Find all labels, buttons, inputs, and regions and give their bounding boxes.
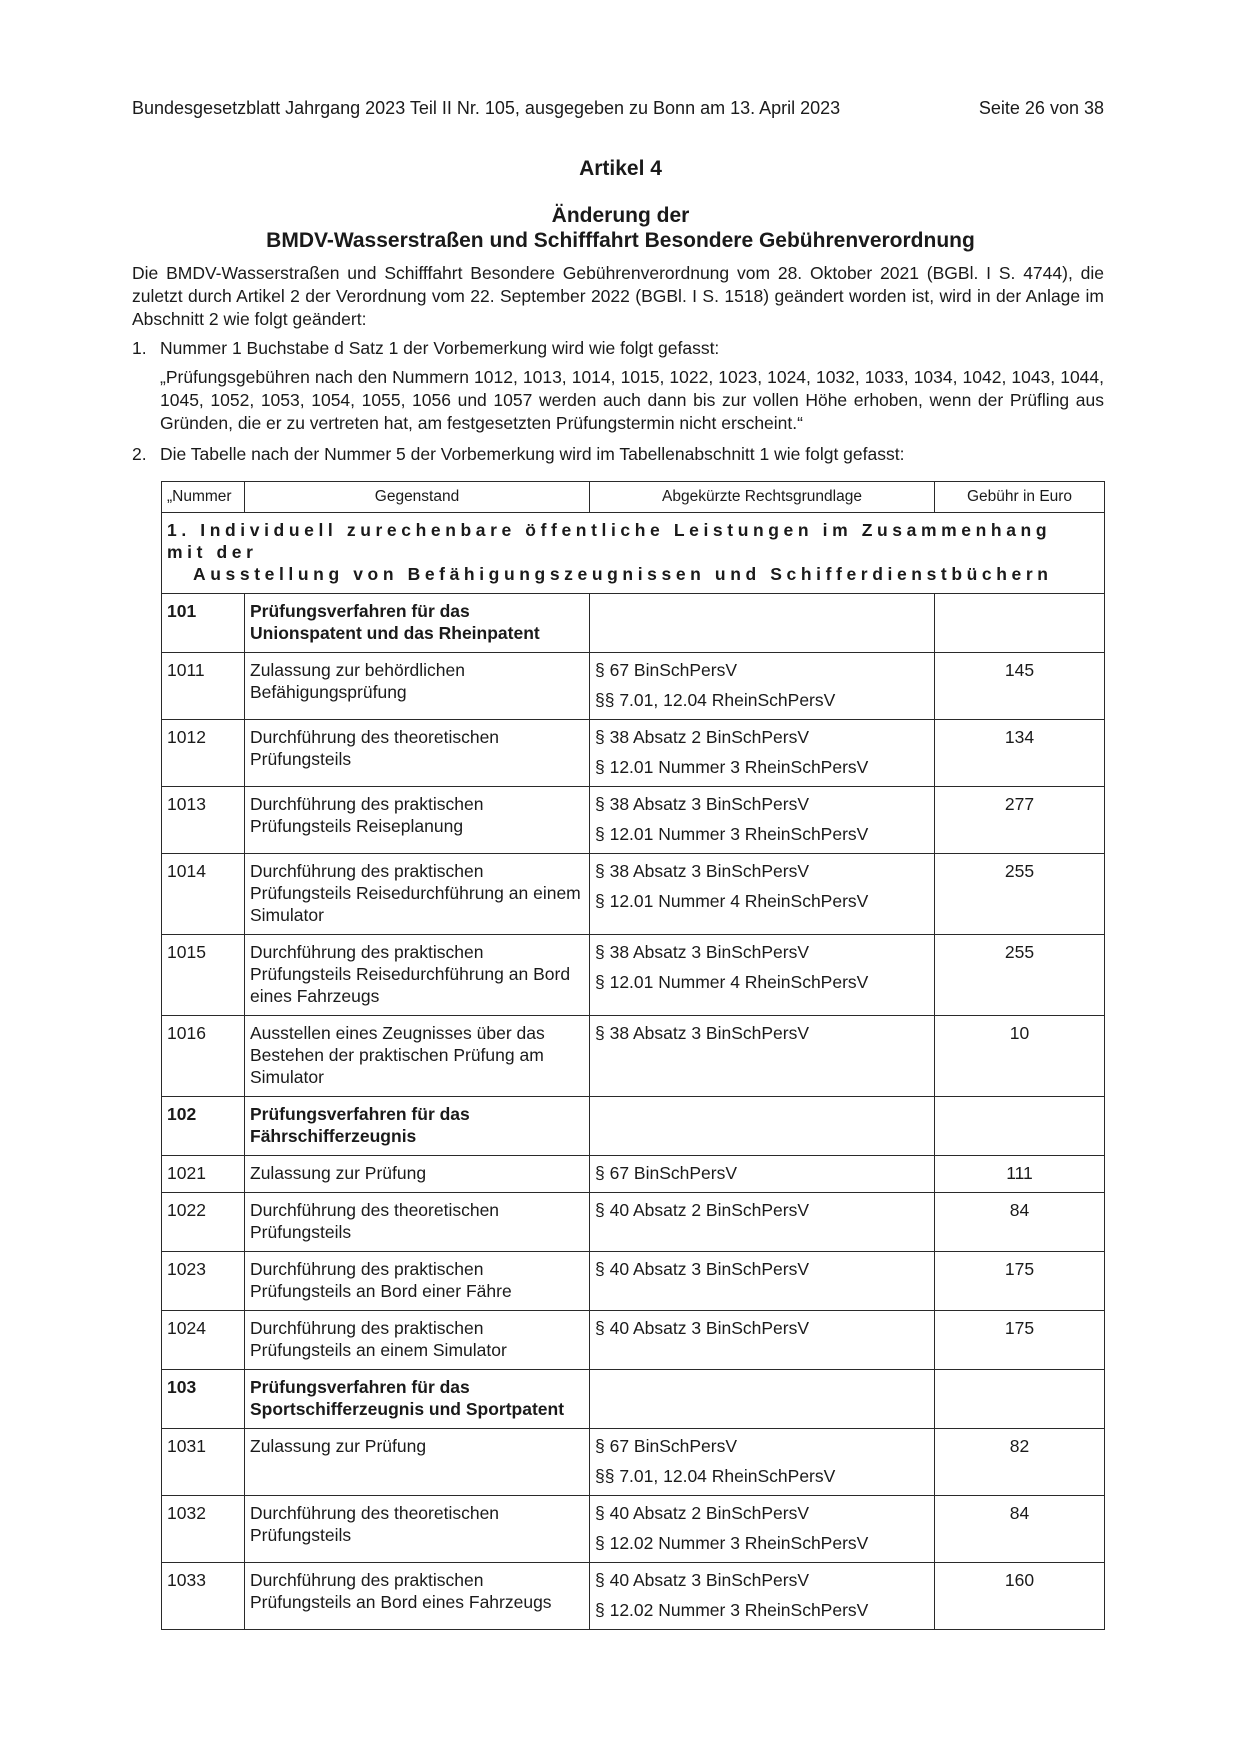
section-heading-line-1: 1. Individuell zurechenbare öffentliche Leistungen im Zusammenhang mit der [167, 520, 1052, 562]
cell-gegenstand: Zulassung zur Prüfung [245, 1429, 590, 1496]
rechtsgrundlage-line: § 12.02 Nummer 3 RheinSchPersV [595, 1600, 869, 1620]
table-group-row [162, 594, 1105, 653]
cell-nummer: 1014 [162, 854, 245, 935]
section-heading-line-2: Ausstellung von Befähigungszeugnissen und Schifferdienstbüchern [193, 564, 1053, 584]
table-row [162, 1016, 1105, 1097]
list-item-text: Nummer 1 Buchstabe d Satz 1 der Vorbemerkung wird wie folgt gefasst: [160, 338, 720, 358]
intro-paragraph: Die BMDV-Wasserstraßen und Schifffahrt Besondere Gebührenverordnung vom 28. Oktober 2021 (BGBl. I S. 4744), die zuletzt durch Artikel 2 der Verordnung vom 22. September 2022 (BGBl. I S. 1518) geändert worden ist, wird in der Anlage im Abschnitt 2 wie folgt geändert: [132, 263, 1104, 329]
table-row [162, 653, 1105, 720]
rechtsgrundlage-line: § 67 BinSchPersV [595, 1163, 738, 1183]
cell-gegenstand: Durchführung des theoretischen Prüfungsteils [245, 1496, 590, 1563]
cell-gebuehr: 175 [935, 1252, 1105, 1311]
table-row [162, 854, 1105, 935]
column-header-rechtsgrundlage: Abgekürzte Rechtsgrundlage [590, 482, 935, 513]
cell-gegenstand: Durchführung des praktischen Prüfungsteils Reiseplanung [245, 787, 590, 854]
cell-rechtsgrundlage [590, 1156, 935, 1193]
cell-rechtsgrundlage [590, 653, 935, 720]
rechtsgrundlage-line: § 38 Absatz 3 BinSchPersV [595, 942, 810, 962]
cell-nummer: 1013 [162, 787, 245, 854]
cell-gebuehr: 84 [935, 1193, 1105, 1252]
cell-gegenstand: Durchführung des praktischen Prüfungsteils an Bord einer Fähre [245, 1252, 590, 1311]
cell-rechtsgrundlage [590, 1016, 935, 1097]
section-heading [162, 513, 1105, 594]
rechtsgrundlage-line: § 12.01 Nummer 3 RheinSchPersV [595, 757, 869, 777]
cell-gebuehr: 160 [935, 1563, 1105, 1630]
table-row [162, 1311, 1105, 1370]
cell-rechtsgrundlage [590, 787, 935, 854]
cell-gebuehr: 82 [935, 1429, 1105, 1496]
cell-gebuehr: 145 [935, 653, 1105, 720]
cell-gegenstand: Prüfungsverfahren für das Unionspatent und das Rheinpatent [245, 594, 590, 653]
section-row [162, 513, 1105, 594]
rechtsgrundlage-line: § 40 Absatz 2 BinSchPersV [595, 1200, 810, 1220]
cell-rechtsgrundlage [590, 594, 935, 653]
cell-rechtsgrundlage [590, 854, 935, 935]
amendment-title-line-2: BMDV-Wasserstraßen und Schifffahrt Besondere Gebührenverordnung [266, 229, 975, 252]
cell-rechtsgrundlage [590, 1097, 935, 1156]
rechtsgrundlage-line: § 40 Absatz 3 BinSchPersV [595, 1570, 810, 1590]
column-header-gebuehr: Gebühr in Euro [935, 482, 1105, 513]
cell-nummer: 103 [162, 1370, 245, 1429]
cell-rechtsgrundlage [590, 1429, 935, 1496]
rechtsgrundlage-line: § 40 Absatz 3 BinSchPersV [595, 1318, 810, 1338]
list-item-2 [132, 444, 1104, 465]
table-row [162, 935, 1105, 1016]
cell-nummer: 1024 [162, 1311, 245, 1370]
table-group-row [162, 1370, 1105, 1429]
table-row [162, 1429, 1105, 1496]
table-row [162, 1496, 1105, 1563]
table-row [162, 787, 1105, 854]
cell-nummer: 1033 [162, 1563, 245, 1630]
cell-gebuehr: 134 [935, 720, 1105, 787]
page-number: Seite 26 von 38 [978, 98, 1104, 118]
cell-gebuehr: 84 [935, 1496, 1105, 1563]
cell-nummer: 1023 [162, 1252, 245, 1311]
cell-nummer: 102 [162, 1097, 245, 1156]
rechtsgrundlage-line: §§ 7.01, 12.04 RheinSchPersV [595, 690, 836, 710]
list-item-number: 2. [132, 444, 147, 464]
cell-gegenstand: Durchführung des theoretischen Prüfungsteils [245, 1193, 590, 1252]
cell-nummer: 1022 [162, 1193, 245, 1252]
cell-gebuehr: 10 [935, 1016, 1105, 1097]
cell-gegenstand: Durchführung des theoretischen Prüfungsteils [245, 720, 590, 787]
cell-gegenstand: Prüfungsverfahren für das Sportschifferzeugnis und Sportpatent [245, 1370, 590, 1429]
rechtsgrundlage-line: § 38 Absatz 3 BinSchPersV [595, 861, 810, 881]
rechtsgrundlage-line: §§ 7.01, 12.04 RheinSchPersV [595, 1466, 836, 1486]
cell-rechtsgrundlage [590, 1193, 935, 1252]
cell-rechtsgrundlage [590, 1496, 935, 1563]
cell-nummer: 1032 [162, 1496, 245, 1563]
list-item-1 [132, 338, 1104, 359]
table-row [162, 1563, 1105, 1630]
rechtsgrundlage-line: § 40 Absatz 3 BinSchPersV [595, 1259, 810, 1279]
rechtsgrundlage-line: § 12.02 Nummer 3 RheinSchPersV [595, 1533, 869, 1553]
table-group-row [162, 1097, 1105, 1156]
cell-gebuehr [935, 1097, 1105, 1156]
amendment-title [0, 203, 1241, 253]
cell-gegenstand: Durchführung des praktischen Prüfungsteils Reisedurchführung an Bord eines Fahrzeugs [245, 935, 590, 1016]
cell-gebuehr: 175 [935, 1311, 1105, 1370]
cell-nummer: 1011 [162, 653, 245, 720]
cell-gebuehr [935, 1370, 1105, 1429]
list-item-number: 1. [132, 338, 147, 358]
list-item-text: Die Tabelle nach der Nummer 5 der Vorbemerkung wird im Tabellenabschnitt 1 wie folgt gefasst: [160, 444, 905, 464]
cell-gegenstand: Zulassung zur behördlichen Befähigungsprüfung [245, 653, 590, 720]
column-header-nummer: „Nummer [162, 482, 245, 513]
cell-gebuehr: 255 [935, 854, 1105, 935]
rechtsgrundlage-line: § 67 BinSchPersV [595, 1436, 738, 1456]
cell-gegenstand: Ausstellen eines Zeugnisses über das Bestehen der praktischen Prüfung am Simulator [245, 1016, 590, 1097]
table-row [162, 1193, 1105, 1252]
table-header-row [162, 482, 1105, 513]
rechtsgrundlage-line: § 40 Absatz 2 BinSchPersV [595, 1503, 810, 1523]
rechtsgrundlage-line: § 38 Absatz 3 BinSchPersV [595, 794, 810, 814]
table-row [162, 720, 1105, 787]
cell-gegenstand: Durchführung des praktischen Prüfungsteils Reisedurchführung an einem Simulator [245, 854, 590, 935]
cell-nummer: 101 [162, 594, 245, 653]
rechtsgrundlage-line: § 67 BinSchPersV [595, 660, 738, 680]
cell-rechtsgrundlage [590, 1311, 935, 1370]
cell-gebuehr [935, 594, 1105, 653]
rechtsgrundlage-line: § 12.01 Nummer 4 RheinSchPersV [595, 972, 869, 992]
cell-rechtsgrundlage [590, 935, 935, 1016]
article-heading: Artikel 4 [579, 157, 662, 180]
cell-gebuehr: 111 [935, 1156, 1105, 1193]
column-header-gegenstand: Gegenstand [245, 482, 590, 513]
quoted-provision: „Prüfungsgebühren nach den Nummern 1012, 1013, 1014, 1015, 1022, 1023, 1024, 1032, 1033, 1034, 1042, 1043, 1044, 1045, 1052, 1053, 1054, 1055, 1056 und 1057 werden auch dann bis zur vollen Höhe erhoben, wenn der Prüfling aus Gründen, die er zu vertreten hat, am festgesetzten Prüfungstermin nicht erscheint.“ [160, 367, 1104, 433]
rechtsgrundlage-line: § 12.01 Nummer 4 RheinSchPersV [595, 891, 869, 911]
cell-nummer: 1021 [162, 1156, 245, 1193]
rechtsgrundlage-line: § 38 Absatz 2 BinSchPersV [595, 727, 810, 747]
cell-nummer: 1031 [162, 1429, 245, 1496]
cell-rechtsgrundlage [590, 1370, 935, 1429]
cell-nummer: 1012 [162, 720, 245, 787]
gazette-reference: Bundesgesetzblatt Jahrgang 2023 Teil II Nr. 105, ausgegeben zu Bonn am 13. April 2023 [132, 98, 841, 118]
cell-rechtsgrundlage [590, 720, 935, 787]
rechtsgrundlage-line: § 12.01 Nummer 3 RheinSchPersV [595, 824, 869, 844]
cell-rechtsgrundlage [590, 1252, 935, 1311]
cell-gegenstand: Prüfungsverfahren für das Fährschifferzeugnis [245, 1097, 590, 1156]
amendment-title-line-1: Änderung der [551, 204, 690, 227]
cell-rechtsgrundlage [590, 1563, 935, 1630]
rechtsgrundlage-line: § 38 Absatz 3 BinSchPersV [595, 1023, 810, 1043]
cell-nummer: 1015 [162, 935, 245, 1016]
page-header [132, 98, 1104, 119]
cell-gebuehr: 255 [935, 935, 1105, 1016]
cell-gegenstand: Durchführung des praktischen Prüfungsteils an einem Simulator [245, 1311, 590, 1370]
cell-gebuehr: 277 [935, 787, 1105, 854]
cell-gegenstand: Durchführung des praktischen Prüfungsteils an Bord eines Fahrzeugs [245, 1563, 590, 1630]
fee-table [161, 481, 1105, 1630]
table-row [162, 1252, 1105, 1311]
cell-nummer: 1016 [162, 1016, 245, 1097]
table-row [162, 1156, 1105, 1193]
cell-gegenstand: Zulassung zur Prüfung [245, 1156, 590, 1193]
